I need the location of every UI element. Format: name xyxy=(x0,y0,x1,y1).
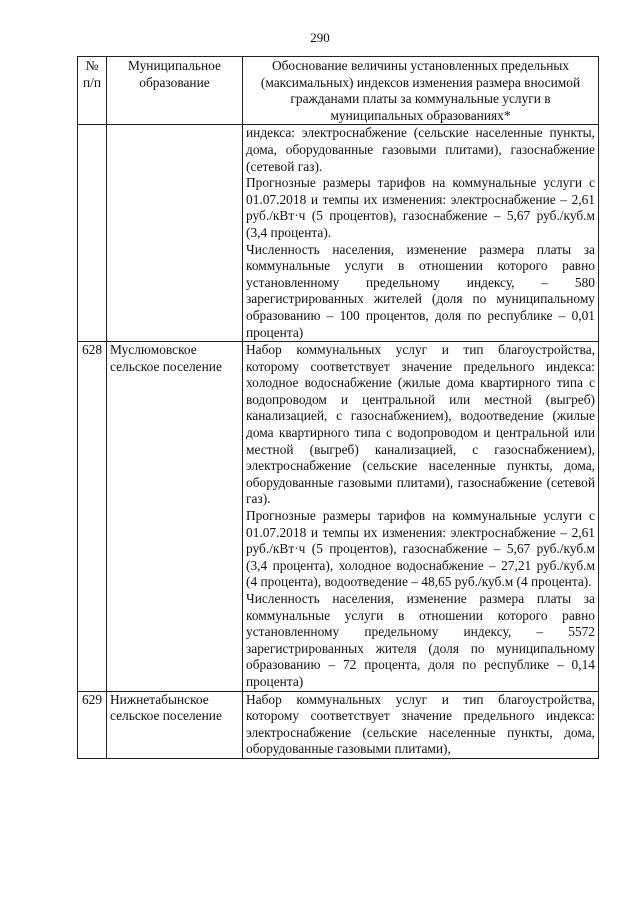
paragraph: Численность населения, изменение размера платы за коммунальные услуги в отношении которого равно установленному предельному индексу, – 580 зарегистрированных жителей (доля по муниципальному образованию – 100 процентов, доля по республике – 0,01 процента) xyxy=(246,241,595,340)
table-row xyxy=(78,125,599,342)
row-municipality xyxy=(107,125,243,342)
row-num xyxy=(78,125,107,342)
table-row xyxy=(78,342,599,691)
header-num: № п/п xyxy=(78,57,107,125)
row-justification xyxy=(243,125,599,342)
row-num: 628 xyxy=(78,342,107,691)
row-justification xyxy=(243,691,599,758)
paragraph: Прогнозные размеры тарифов на коммунальные услуги с 01.07.2018 и темпы их изменения: электроснабжение – 2,61 руб./кВт·ч (5 процентов), газоснабжение – 5,67 руб./куб.м (3,4 процента). xyxy=(246,175,595,240)
paragraph: индекса: электроснабжение (сельские населенные пункты, дома, оборудованные газовыми плитами), газоснабжение (сетевой газ). xyxy=(246,125,595,174)
row-num: 629 xyxy=(78,691,107,758)
row-municipality: Муслюмовское сельское поселение xyxy=(107,342,243,691)
paragraph: Набор коммунальных услуг и тип благоустройства, которому соответствует значение предельного индекса: холодное водоснабжение (жилые дома квартирного типа с водопроводом и центральной или местной (выгреб) канализацией, с газоснабжением), водоотведение (жилые дома квартирного типа с водопроводом и центральной или местной (выгреб) канализацией, с газоснабжением), электроснабжение (сельские населенные пункты, дома, оборудованные газовыми плитами), газоснабжение (сетевой газ). xyxy=(246,342,595,507)
paragraph: Прогнозные размеры тарифов на коммунальные услуги с 01.07.2018 и темпы их изменения: электроснабжение – 2,61 руб./кВт·ч (5 процентов), газоснабжение – 5,67 руб./куб.м (3,4 процента), холодное водоснабжение – 27,21 руб./куб.м (4 процента), водоотведение – 48,65 руб./куб.м (4 процента). xyxy=(246,508,595,590)
header-municipality: Муниципальное образование xyxy=(107,57,243,125)
row-municipality: Нижнетабынское сельское поселение xyxy=(107,691,243,758)
table-row xyxy=(78,691,599,758)
header-justification: Обоснование величины установленных предельных (максимальных) индексов изменения размера вносимой гражданами платы за коммунальные услуги в муниципальных образованиях* xyxy=(243,57,599,125)
paragraph: Набор коммунальных услуг и тип благоустройства, которому соответствует значение предельного индекса: электроснабжение (сельские населенные пункты, дома, оборудованные газовыми плитами), xyxy=(246,691,595,757)
tariff-index-table xyxy=(77,56,599,759)
row-justification xyxy=(243,342,599,691)
page-number: 290 xyxy=(310,30,330,45)
paragraph: Численность населения, изменение размера платы за коммунальные услуги в отношении которого равно установленному предельному индексу, – 5572 зарегистрированных жителя (доля по муниципальному образованию – 72 процента, доля по республике – 0,14 процента) xyxy=(246,591,595,689)
table-header-row xyxy=(78,57,599,125)
